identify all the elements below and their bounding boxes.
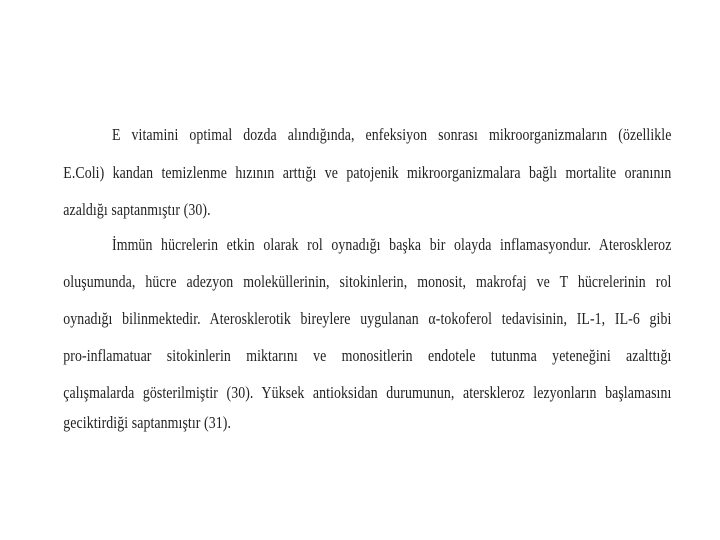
paragraph-1-line-1: E vitamini optimal dozda alındığında, enfeksiyon sonrası mikroorganizmaların (özellikle <box>112 125 672 144</box>
paragraph-2-line-1: İmmün hücrelerin etkin olarak rol oynadığı başka bir olayda inflamasyondur. Ateroskleroz <box>112 235 672 254</box>
paragraph-2-line-2: oluşumunda, hücre adezyon moleküllerinin, sitokinlerin, monosit, makrofaj ve T hücrelerinin rol <box>63 272 672 291</box>
paragraph-1-line-3: azaldığı saptanmıştır (30). <box>63 200 211 219</box>
paragraph-2-line-6: geciktirdiği saptanmıştır (31). <box>63 413 232 432</box>
paragraph-2-line-3: oynadığı bilinmektedir. Aterosklerotik bireylere uygulanan α-tokoferol tedavisinin, IL-1, IL-6 gibi <box>63 309 672 328</box>
paragraph-2-line-4: pro-inflamatuar sitokinlerin miktarını ve monositlerin endotele tutunma yeteneğini azalttığı <box>63 346 672 365</box>
paragraph-2-line-5: çalışmalarda gösterilmiştir (30). Yüksek antioksidan durumunun, aterskleroz lezyonların başlamasını <box>63 383 672 402</box>
document-text-block <box>63 120 672 432</box>
paragraph-1-line-2: E.Coli) kandan temizlenme hızının arttığı ve patojenik mikroorganizmalara bağlı mortalite oranının <box>63 163 672 182</box>
